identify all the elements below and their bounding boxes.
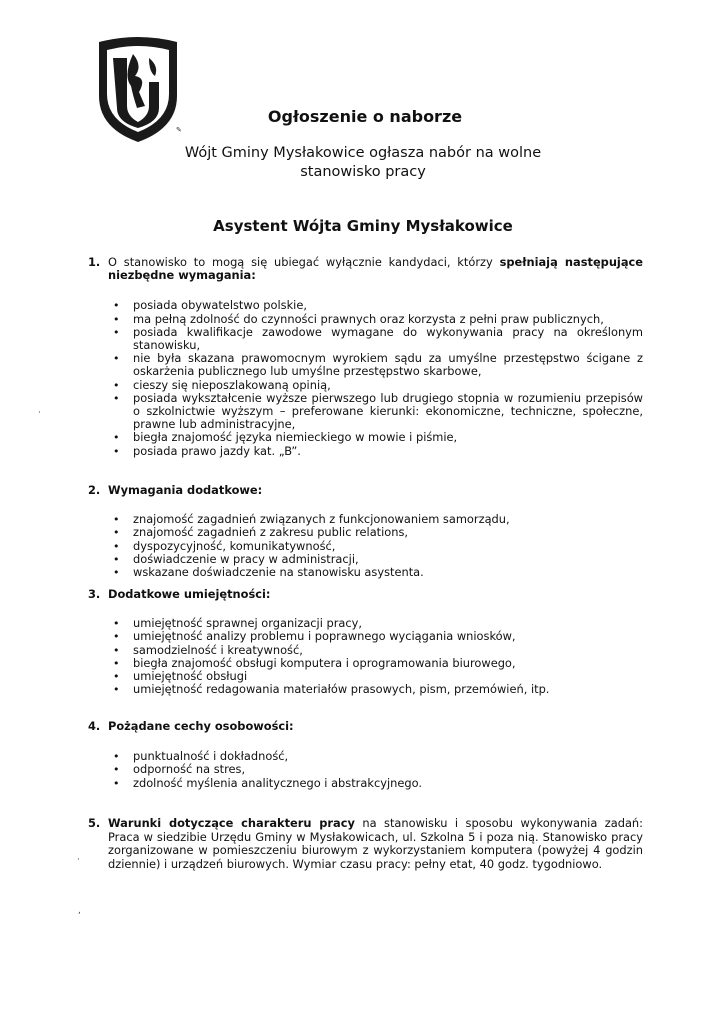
section-heading-text: Pożądane cechy osobowości: xyxy=(108,719,294,733)
section-additional-skills xyxy=(88,588,643,696)
section-number: 3. xyxy=(88,587,101,601)
list-item: • zdolność myślenia analitycznego i abstrakcyjnego. xyxy=(88,777,643,790)
list-item: • biegła znajomość języka niemieckiego w mowie i piśmie, xyxy=(88,431,643,444)
list-item: • nie była skazana prawomocnym wyrokiem sądu za umyślne przestępstwo ścigane z oskarżenia publicznego lub umyślne przestępstwo skarbowe, xyxy=(88,352,643,378)
section-lead-bold: spełniają następujące niezbędne wymagania: xyxy=(108,255,643,283)
section-work-conditions xyxy=(88,817,643,871)
list-item: • posiada kwalifikacje zawodowe wymagane do wykonywania pracy na określonym stanowisku, xyxy=(88,326,643,352)
scan-speck: · xyxy=(77,855,80,865)
list-item: • znajomość zagadnień z zakresu public relations, xyxy=(88,526,643,539)
section-additional-requirements xyxy=(88,484,643,579)
list-item: • samodzielność i kreatywność, xyxy=(88,644,643,657)
intro-text xyxy=(180,144,546,182)
list-item: • wskazane doświadczenie na stanowisku asystenta. xyxy=(88,566,643,579)
list-item: • dyspozycyjność, komunikatywność, xyxy=(88,540,643,553)
list-item: • znajomość zagadnień związanych z funkcjonowaniem samorządu, xyxy=(88,513,643,526)
list-item: • biegła znajomość obsługi komputera i oprogramowania biurowego, xyxy=(88,657,643,670)
section-lead: O stanowisko to mogą się ubiegać wyłącznie kandydaci, którzy xyxy=(108,255,493,269)
list-item: • doświadczenie w pracy w administracji, xyxy=(88,553,643,566)
section-number: 2. xyxy=(88,483,101,497)
list-item: • umiejętność obsługi xyxy=(88,670,643,683)
list-item: • posiada obywatelstwo polskie, xyxy=(88,299,643,312)
section-heading xyxy=(108,256,643,282)
traits-list xyxy=(88,750,643,790)
section-personality-traits xyxy=(88,720,643,790)
skills-list xyxy=(88,617,643,696)
scan-speck: · xyxy=(38,408,41,418)
list-item: • cieszy się nieposzlakowaną opinią, xyxy=(88,379,643,392)
section-requirements xyxy=(88,256,643,458)
section-number: 4. xyxy=(88,719,101,733)
scan-speck: , xyxy=(78,906,81,916)
section-heading xyxy=(108,588,643,601)
list-item: • umiejętność redagowania materiałów prasowych, pism, przemówień, itp. xyxy=(88,683,643,696)
list-item: • punktualność i dokładność, xyxy=(88,750,643,763)
section-number: 1. xyxy=(88,255,101,269)
page-title: Ogłoszenie o naborze xyxy=(267,107,463,126)
section-body-text: na stanowisku i sposobu wykonywania zadań: Praca w siedzibie Urzędu Gminy w Mysłakowicach, ul. Szkolna 5 i poza nią. Stanowisko pracy zorganizowane w pomieszczeniu biurowym z wykorzystaniem komputera (powyżej 4 godzin dziennie) i urządzeń biurowych. Wymiar czasu pracy: pełny etat, 40 godz. tygodniowo. xyxy=(108,816,643,871)
list-item: • odporność na stres, xyxy=(88,763,643,776)
section-number: 5. xyxy=(88,816,101,830)
list-item: • posiada prawo jazdy kat. „B”. xyxy=(88,445,643,458)
section-heading-text: Wymagania dodatkowe: xyxy=(108,483,263,497)
section-heading-text: Dodatkowe umiejętności: xyxy=(108,587,271,601)
list-item: • ma pełną zdolność do czynności prawnych oraz korzysta z pełni praw publicznych, xyxy=(88,313,643,326)
list-item: • posiada wykształcenie wyższe pierwszego lub drugiego stopnia w rozumieniu przepisów o szkolnictwie wyższym – preferowane kierunki: ekonomiczne, techniczne, społeczne, prawne lub administracyjne, xyxy=(88,392,643,432)
section-heading-text: Warunki dotyczące charakteru pracy xyxy=(108,816,355,830)
section-heading xyxy=(108,720,643,733)
position-title: Asystent Wójta Gminy Mysłakowice xyxy=(213,217,513,235)
additional-requirements-list xyxy=(88,513,643,579)
list-item: • umiejętność sprawnej organizacji pracy, xyxy=(88,617,643,630)
emblem-mark: ✎ xyxy=(176,126,182,134)
intro-line-2: stanowisko pracy xyxy=(300,164,426,180)
section-paragraph xyxy=(108,817,643,871)
intro-line-1: Wójt Gminy Mysłakowice ogłasza nabór na wolne xyxy=(184,145,542,161)
section-heading xyxy=(108,484,643,497)
coat-of-arms-emblem xyxy=(93,36,183,144)
list-item: • umiejętność analizy problemu i poprawnego wyciągania wniosków, xyxy=(88,630,643,643)
requirements-list xyxy=(88,299,643,457)
